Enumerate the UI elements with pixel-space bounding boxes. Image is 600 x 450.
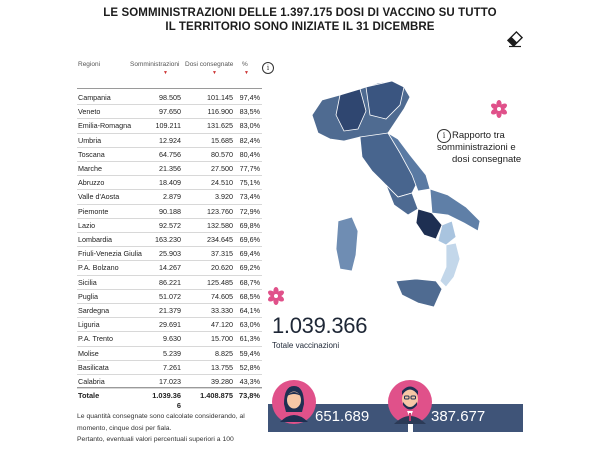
cell-somministrazioni: 21.379 <box>159 306 181 315</box>
table-row[interactable] <box>77 346 262 361</box>
cell-percent: 69,2% <box>239 263 260 273</box>
cell-somministrazioni: 29.691 <box>159 320 181 330</box>
table-row[interactable] <box>77 360 262 375</box>
cell-percent: 69,4% <box>239 249 260 259</box>
eraser-icon[interactable] <box>506 30 524 48</box>
cell-dosi: 13.755 <box>211 362 233 372</box>
cell-somministrazioni: 7.261 <box>163 362 181 372</box>
cell-somministrazioni: 163.230 <box>155 235 181 244</box>
cell-percent: 72,9% <box>239 206 260 216</box>
cell-region: Puglia <box>78 291 98 301</box>
cell-somministrazioni: 97.650 <box>159 107 181 117</box>
cell-region: Emilia-Romagna <box>78 121 132 131</box>
map-sicilia[interactable] <box>396 279 442 307</box>
table-header <box>77 57 262 79</box>
table-row[interactable] <box>77 260 262 275</box>
men-vaccinated-count: 387.677 <box>431 408 486 425</box>
table-row[interactable] <box>77 289 262 304</box>
cell-somministrazioni: 14.267 <box>159 263 181 273</box>
table-row[interactable] <box>77 246 262 261</box>
cell-somministrazioni: 12.924 <box>159 135 181 145</box>
cell-somministrazioni: 86.221 <box>159 277 181 287</box>
footnote-line-2: momento, cinque dosi per fiala. <box>77 424 172 432</box>
legend-line-1: Rapporto tra <box>452 130 505 141</box>
sort-indicator-dosi[interactable]: ▼ <box>212 70 217 76</box>
cell-somministrazioni: 90.188 <box>159 206 181 216</box>
cell-somministrazioni: 92.572 <box>159 220 181 230</box>
cell-dosi: 15.700 <box>211 334 233 344</box>
flower-icon <box>266 286 286 306</box>
cell-percent: 69,8% <box>239 220 260 230</box>
title-line-2: IL TERRITORIO SONO INIZIATE IL 31 DICEMBRE <box>165 21 435 33</box>
table-row[interactable] <box>77 90 262 105</box>
cell-dosi: 15.685 <box>211 135 233 145</box>
header-divider <box>77 88 262 89</box>
cell-somministrazioni: 98.505 <box>159 93 181 102</box>
cell-percent: 68,5% <box>239 291 260 301</box>
woman-avatar-icon <box>272 378 316 426</box>
cell-region: Sicilia <box>78 277 97 287</box>
cell-region: Calabria <box>78 377 105 386</box>
cell-region: Friuli-Venezia Giulia <box>78 249 142 259</box>
cell-dosi: 101.145 <box>207 93 233 102</box>
footnote-line-1: Le quantità consegnate sono calcolate considerando, al <box>77 413 245 420</box>
header-percent[interactable]: % <box>242 61 248 68</box>
cell-percent: 75,1% <box>239 178 260 188</box>
cell-region: Marche <box>78 164 102 173</box>
cell-dosi: 8.825 <box>215 348 233 358</box>
cell-dosi: 125.485 <box>207 277 233 287</box>
cell-percent: 83,5% <box>239 107 260 117</box>
cell-percent: 97,4% <box>239 93 260 102</box>
cell-region: Lazio <box>78 220 96 230</box>
table-row[interactable] <box>77 275 262 290</box>
page-title <box>90 6 510 34</box>
cell-somministrazioni: 5.239 <box>163 348 181 358</box>
cell-dosi: 47.120 <box>211 320 233 330</box>
cell-percent: 63,0% <box>239 320 260 330</box>
total-dosi: 1.408.875 <box>200 391 233 400</box>
cell-somministrazioni: 51.072 <box>159 291 181 301</box>
cell-dosi: 123.760 <box>207 206 233 216</box>
cell-somministrazioni: 2.879 <box>163 192 181 202</box>
total-vaccinations-label: Totale vaccinazioni <box>272 341 340 350</box>
cell-region: Umbria <box>78 135 102 145</box>
table-row[interactable] <box>77 118 262 133</box>
map-sardegna[interactable] <box>336 217 358 271</box>
cell-percent: 82,4% <box>239 135 260 145</box>
header-dosi[interactable]: Dosi consegnate <box>185 61 234 68</box>
cell-percent: 77,7% <box>239 164 260 173</box>
cell-somministrazioni: 18.409 <box>159 178 181 188</box>
table-row[interactable] <box>77 147 262 162</box>
map-legend <box>437 130 562 166</box>
cell-somministrazioni: 9.630 <box>163 334 181 344</box>
title-line-1: LE SOMMINISTRAZIONI DELLE 1.397.175 DOSI DI VACCINO SU TUTTO <box>103 7 497 19</box>
table-row[interactable] <box>77 189 262 204</box>
cell-dosi: 37.315 <box>211 249 233 259</box>
cell-somministrazioni: 21.356 <box>159 164 181 173</box>
cell-dosi: 33.330 <box>211 306 233 315</box>
cell-region: Liguria <box>78 320 100 330</box>
cell-region: Piemonte <box>78 206 109 216</box>
cell-region: Valle d'Aosta <box>78 192 120 202</box>
table-row[interactable] <box>77 133 262 148</box>
flower-icon <box>489 99 509 119</box>
header-regioni[interactable]: Regioni <box>78 61 101 68</box>
sort-indicator-somm[interactable]: ▼ <box>163 70 168 76</box>
cell-percent: 61,3% <box>239 334 260 344</box>
cell-region: P.A. Trento <box>78 334 114 344</box>
table-row[interactable] <box>77 232 262 247</box>
cell-percent: 83,0% <box>239 121 260 131</box>
table-row[interactable] <box>77 161 262 176</box>
cell-region: Campania <box>78 93 111 102</box>
total-somm-wrap: 6 <box>176 401 181 410</box>
cell-percent: 68,7% <box>239 277 260 287</box>
cell-percent: 43,3% <box>239 377 260 386</box>
total-divider <box>77 387 262 388</box>
cell-dosi: 132.580 <box>207 220 233 230</box>
man-avatar-icon <box>388 378 432 426</box>
cell-dosi: 74.605 <box>211 291 233 301</box>
table-row[interactable] <box>77 204 262 219</box>
legend-info-icon[interactable]: i <box>437 129 451 143</box>
cell-region: Lombardia <box>78 235 112 244</box>
footnote <box>77 411 272 446</box>
cell-dosi: 116.900 <box>207 107 233 117</box>
cell-percent: 59,4% <box>239 348 260 358</box>
sort-indicator-pct[interactable]: ▼ <box>244 70 249 76</box>
cell-dosi: 234.645 <box>207 235 233 244</box>
cell-somministrazioni: 64.756 <box>159 149 181 159</box>
cell-percent: 69,6% <box>239 235 260 244</box>
italy-map <box>300 75 500 323</box>
cell-somministrazioni: 17.023 <box>159 377 181 386</box>
cell-region: Toscana <box>78 149 105 159</box>
regions-table <box>77 57 262 410</box>
header-somministrazioni[interactable]: Somministrazioni <box>130 61 180 68</box>
table-row[interactable] <box>77 104 262 119</box>
total-vaccinations-value: 1.039.366 <box>272 313 368 338</box>
cell-region: P.A. Bolzano <box>78 263 119 273</box>
legend-line-2: somministrazioni e <box>437 142 516 153</box>
total-pct: 73,8% <box>239 391 260 400</box>
cell-somministrazioni: 25.903 <box>159 249 181 259</box>
total-label: Totale <box>78 391 100 400</box>
cell-dosi: 20.620 <box>211 263 233 273</box>
cell-region: Abruzzo <box>78 178 105 188</box>
cell-dosi: 27.500 <box>211 164 233 173</box>
cell-percent: 80,4% <box>239 149 260 159</box>
cell-percent: 64,1% <box>239 306 260 315</box>
cell-dosi: 80.570 <box>211 149 233 159</box>
cell-region: Veneto <box>78 107 101 117</box>
table-row[interactable] <box>77 303 262 318</box>
cell-percent: 73,4% <box>239 192 260 202</box>
cell-percent: 52,8% <box>239 362 260 372</box>
cell-somministrazioni: 109.211 <box>155 121 181 131</box>
table-row[interactable] <box>77 331 262 346</box>
table-row[interactable] <box>77 317 262 332</box>
total-somm: 1.039.36 <box>152 391 181 400</box>
legend-line-3: dosi consegnate <box>452 154 522 165</box>
map-calabria[interactable] <box>440 243 460 287</box>
cell-region: Molise <box>78 348 99 358</box>
footnote-line-3: Pertanto, eventuali valori percentuali superiori a 100 <box>77 436 234 443</box>
info-icon[interactable]: i <box>262 62 274 74</box>
cell-dosi: 39.280 <box>211 377 233 386</box>
cell-dosi: 24.510 <box>211 178 233 188</box>
women-vaccinated-count: 651.689 <box>315 408 370 425</box>
table-row[interactable] <box>77 218 262 233</box>
table-row[interactable] <box>77 175 262 190</box>
cell-dosi: 131.625 <box>207 121 233 131</box>
total-row <box>77 389 262 410</box>
cell-region: Sardegna <box>78 306 110 315</box>
cell-dosi: 3.920 <box>215 192 233 202</box>
cell-region: Basilicata <box>78 362 109 372</box>
